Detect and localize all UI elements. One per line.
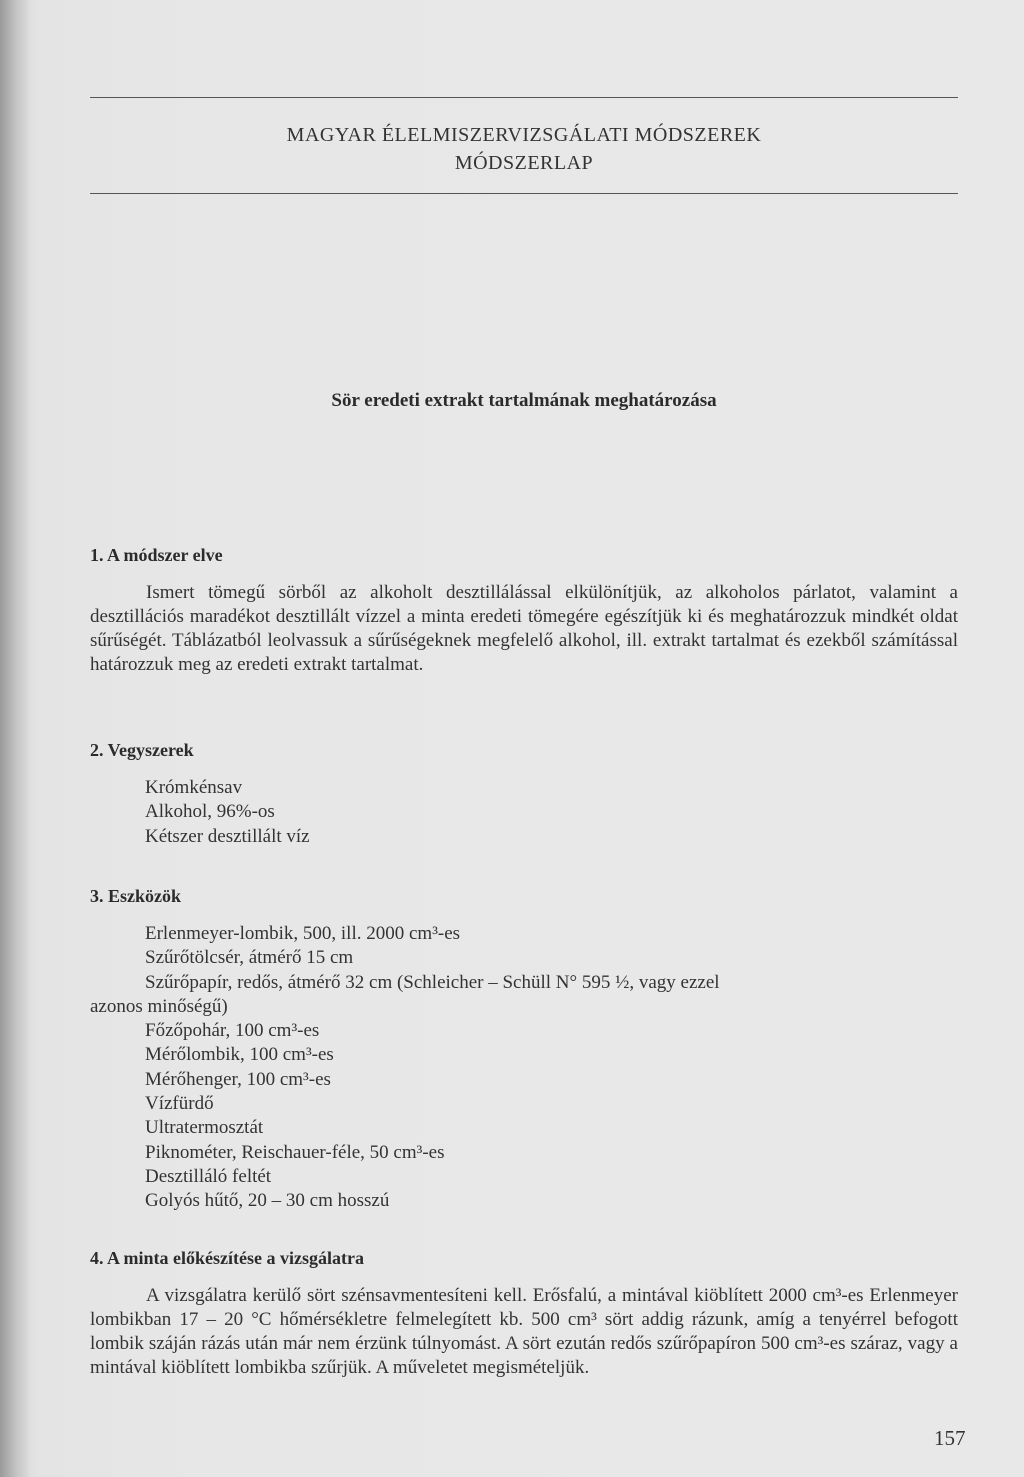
list-item-text: Szűrőpapír, redős, átmérő 32 cm (Schleicher – Schüll N° 595 ½, vagy ezzel	[145, 971, 720, 993]
chemicals-list	[145, 776, 310, 849]
binding-shadow	[0, 0, 30, 1477]
header-subtitle: MÓDSZERLAP	[454, 152, 594, 174]
header-title: MAGYAR ÉLELMISZERVIZSGÁLATI MÓDSZEREK	[286, 124, 762, 146]
list-item: Krómkénsav	[145, 777, 243, 798]
section-1-text: Ismert tömegű sörből az alkoholt desztillálással elkülönítjük, az alkoholos párlatot, valamint a desztillációs maradékot desztillált vízzel a minta eredeti tömegére egészítjük ki és meghatározzuk mindkét oldat sűrűségét. Táblázatból leolvassuk a sűrűségeknek megfelelő alkohol, ill. extrakt tartalmat és ezekből számítással határozzuk meg az eredeti extrakt tartalmat.	[90, 582, 958, 675]
list-item: Vízfürdő	[145, 1093, 214, 1115]
list-item: Golyós hűtő, 20 – 30 cm hosszú	[145, 1190, 390, 1212]
document-title: Sör eredeti extrakt tartalmának meghatározása	[331, 390, 717, 411]
section-3-heading: 3. Eszközök	[90, 886, 182, 906]
section-4-body	[90, 1284, 958, 1380]
section-2-heading: 2. Vegyszerek	[90, 740, 194, 760]
section-1-body	[90, 581, 958, 677]
list-item: Piknométer, Reischauer-féle, 50 cm³-es	[145, 1141, 445, 1163]
header-bottom-rule	[90, 193, 958, 194]
header-top-rule	[90, 97, 958, 98]
list-item: Ultratermosztát	[145, 1117, 264, 1139]
list-item: Mérőlombik, 100 cm³-es	[145, 1044, 334, 1066]
section-4-heading: 4. A minta előkészítése a vizsgálatra	[90, 1248, 364, 1268]
list-item: Szűrőtölcsér, átmérő 15 cm	[145, 947, 354, 969]
list-item: Desztilláló feltét	[145, 1165, 272, 1187]
page-number: 157	[934, 1426, 966, 1450]
list-item: Kétszer desztillált víz	[145, 825, 310, 847]
list-item-continuation: azonos minőségű)	[90, 995, 228, 1017]
list-item	[145, 971, 957, 995]
list-item: Mérőhenger, 100 cm³-es	[145, 1068, 331, 1090]
list-item: Alkohol, 96%-os	[145, 801, 275, 823]
equipment-list	[90, 922, 957, 1214]
list-item: Erlenmeyer-lombik, 500, ill. 2000 cm³-es	[145, 923, 461, 944]
list-item: Főzőpohár, 100 cm³-es	[145, 1020, 320, 1042]
section-4-text: A vizsgálatra kerülő sört szénsavmentesíteni kell. Erősfalú, a mintával kiöblített 2000 cm³-es Erlenmeyer lombikban 17 – 20 °C hőmérsékletre felmelegített kb. 500 cm³ sört addig rázunk, amíg a tenyérrel befogott lombik száján rázás után már nem érzünk túlnyomást. A sört ezután redős szűrőpapíron 500 cm³-es száraz, vagy a mintával kiöblített lombikba szűrjük. A műveletet megismételjük.	[90, 1285, 958, 1378]
section-1-heading: 1. A módszer elve	[90, 545, 223, 565]
